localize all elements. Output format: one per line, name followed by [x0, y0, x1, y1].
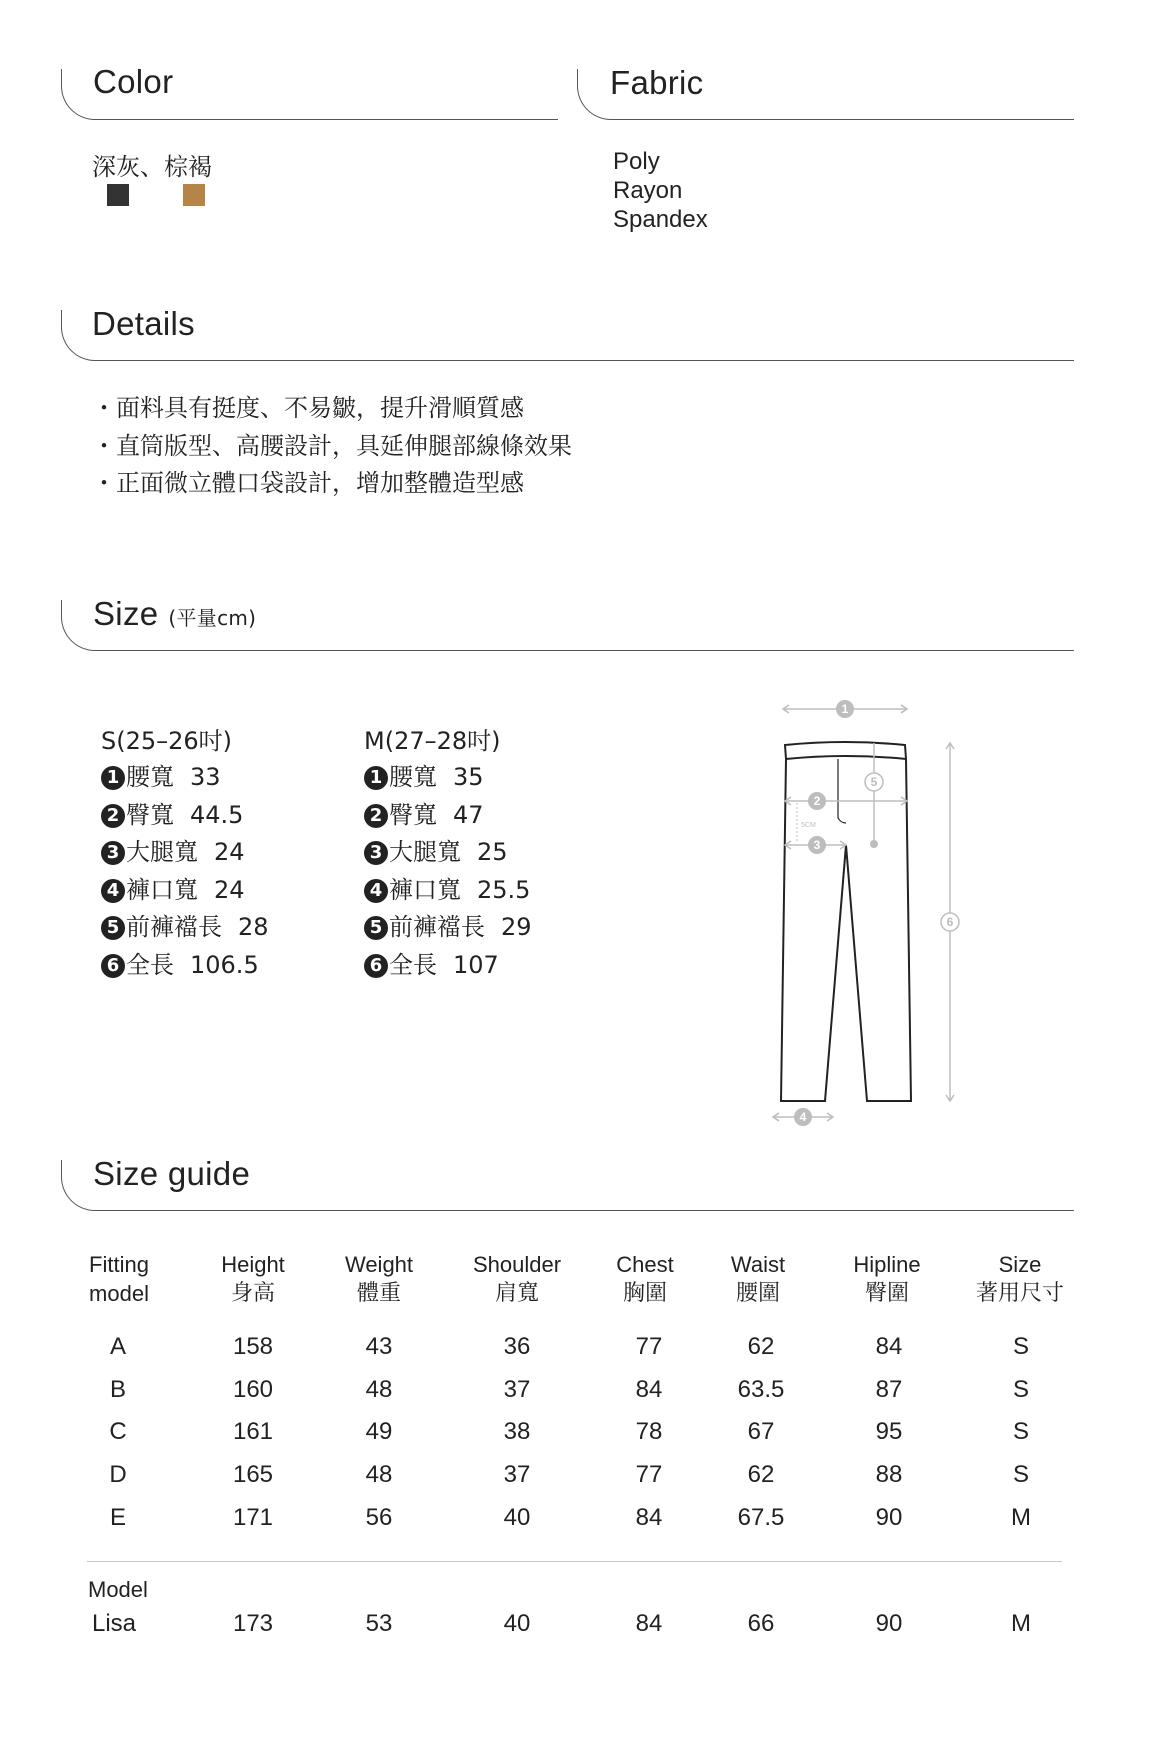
measurement-row: 5 前褲襠長 29 [364, 907, 532, 942]
table-cell: 160 [232, 1376, 274, 1403]
table-cell: 95 [875, 1418, 903, 1445]
table-cell: 62 [747, 1333, 775, 1360]
header-shoulder: Shoulder 肩寬 [472, 1252, 562, 1306]
marker-5-badge: 5 [101, 916, 125, 940]
table-cell: 48 [365, 1461, 393, 1488]
table-cell: 84 [635, 1504, 663, 1531]
table-cell: 77 [635, 1461, 663, 1488]
table-cell: 49 [365, 1418, 393, 1445]
header-chest: Chest 胸圍 [616, 1252, 674, 1306]
fabric-item: Spandex [613, 206, 708, 233]
details-item: ・面料具有挺度、不易皺，提升滑順質感 [92, 394, 524, 422]
table-cell: 90 [875, 1610, 903, 1637]
measurement-row: 6 全長 106.5 [101, 945, 259, 980]
pants-outline [781, 759, 911, 1101]
marker-1-badge: 1 [101, 766, 125, 790]
table-cell: 36 [503, 1333, 531, 1360]
marker-3-badge: 3 [101, 841, 125, 865]
marker-2-badge: 2 [364, 804, 388, 828]
measurement-row: 3 大腿寬 25 [364, 832, 508, 867]
swatch-tan [183, 184, 205, 206]
table-cell: 63.5 [737, 1376, 785, 1403]
header-hipline: Hipline 臀圍 [853, 1252, 921, 1306]
swatch-dark-gray [107, 184, 129, 206]
table-cell: 67.5 [737, 1504, 785, 1531]
marker-1-badge: 1 [364, 766, 388, 790]
diagram-marker-5-label: 5 [870, 775, 878, 789]
diagram-marker-6-label: 6 [946, 915, 954, 929]
header-weight: Weight 體重 [344, 1252, 414, 1306]
details-title: Details [92, 305, 195, 342]
table-cell: 53 [365, 1610, 393, 1637]
model-name: Lisa [92, 1610, 137, 1637]
diagram-5cm-note: 5CM [801, 822, 816, 829]
table-cell: 90 [875, 1504, 903, 1531]
table-cell: 77 [635, 1333, 663, 1360]
size-s-header: S(25–26吋) [101, 727, 233, 755]
size-title-text: Size [93, 595, 159, 632]
table-cell: 67 [747, 1418, 775, 1445]
details-section-rule [61, 310, 1074, 361]
table-cell: 66 [747, 1610, 775, 1637]
measurement-row: 5 前褲襠長 28 [101, 907, 269, 942]
marker-4-badge: 4 [101, 879, 125, 903]
table-cell: 48 [365, 1376, 393, 1403]
table-cell: 165 [232, 1461, 274, 1488]
details-item: ・直筒版型、高腰設計，具延伸腿部線條效果 [92, 432, 572, 460]
size-guide-title: Size guide [93, 1155, 251, 1192]
color-names: 深灰、棕褐 [92, 153, 212, 181]
color-title: Color [93, 63, 174, 100]
header-size: Size 著用尺寸 [975, 1252, 1064, 1306]
table-cell: S [1012, 1333, 1029, 1360]
marker-3-badge: 3 [364, 841, 388, 865]
table-cell: 56 [365, 1504, 393, 1531]
table-cell: 62 [747, 1461, 775, 1488]
model-label: Model [88, 1577, 148, 1602]
details-item: ・正面微立體口袋設計，增加整體造型感 [92, 469, 524, 497]
marker-4-badge: 4 [364, 879, 388, 903]
table-cell: 84 [635, 1610, 663, 1637]
size-m-header: M(27–28吋) [364, 727, 501, 755]
table-cell: E [109, 1504, 126, 1531]
measurement-row: 4 褲口寬 25.5 [364, 870, 530, 905]
marker-2-badge: 2 [101, 804, 125, 828]
fabric-item: Rayon [613, 177, 683, 204]
marker-6-badge: 6 [101, 954, 125, 978]
table-cell: 173 [232, 1610, 274, 1637]
table-cell: B [109, 1376, 126, 1403]
diagram-marker-2-label: 2 [813, 794, 821, 808]
table-cell: 78 [635, 1418, 663, 1445]
table-cell: 37 [503, 1376, 531, 1403]
table-cell: A [109, 1333, 126, 1360]
table-cell: 40 [503, 1504, 531, 1531]
table-cell: 161 [232, 1418, 274, 1445]
table-cell: M [1011, 1610, 1031, 1637]
marker-6-badge: 6 [364, 954, 388, 978]
pants-fly-curve [838, 818, 846, 823]
fabric-item: Poly [613, 148, 660, 175]
table-cell: S [1012, 1418, 1029, 1445]
table-cell: 43 [365, 1333, 393, 1360]
size-unit-note: (平量cm) [168, 606, 257, 630]
table-cell: 171 [232, 1504, 274, 1531]
table-cell: 84 [635, 1376, 663, 1403]
header-waist: Waist 腰圍 [730, 1252, 786, 1306]
table-cell: C [109, 1418, 127, 1445]
marker-5-badge: 5 [364, 916, 388, 940]
measurement-row: 6 全長 107 [364, 945, 499, 980]
table-cell: D [109, 1461, 127, 1488]
diagram-marker-4-label: 4 [799, 1110, 807, 1124]
fabric-title: Fabric [610, 64, 704, 101]
diagram-marker-1-label: 1 [841, 702, 849, 716]
measurement-row: 1 腰寬 35 [364, 757, 484, 792]
pants-waistband [785, 742, 906, 759]
table-cell: 158 [232, 1333, 274, 1360]
table-cell: S [1012, 1376, 1029, 1403]
size-guide-divider [87, 1561, 1062, 1562]
table-cell: M [1011, 1504, 1031, 1531]
pants-measurement-diagram [765, 695, 985, 1135]
table-cell: S [1012, 1461, 1029, 1488]
measurement-row: 1 腰寬 33 [101, 757, 221, 792]
table-cell: 84 [875, 1333, 903, 1360]
diagram-marker-3-label: 3 [813, 838, 821, 852]
header-height: Height 身高 [221, 1252, 285, 1306]
table-cell: 40 [503, 1610, 531, 1637]
header-fitting-model: Fitting model [89, 1252, 149, 1306]
measurement-row: 4 褲口寬 24 [101, 870, 245, 905]
size-title [93, 595, 256, 633]
measurement-row: 3 大腿寬 24 [101, 832, 245, 867]
measurement-row: 2 臀寬 47 [364, 795, 484, 830]
table-cell: 88 [875, 1461, 903, 1488]
table-cell: 38 [503, 1418, 531, 1445]
measurement-row: 2 臀寬 44.5 [101, 795, 243, 830]
table-cell: 37 [503, 1461, 531, 1488]
table-cell: 87 [875, 1376, 903, 1403]
